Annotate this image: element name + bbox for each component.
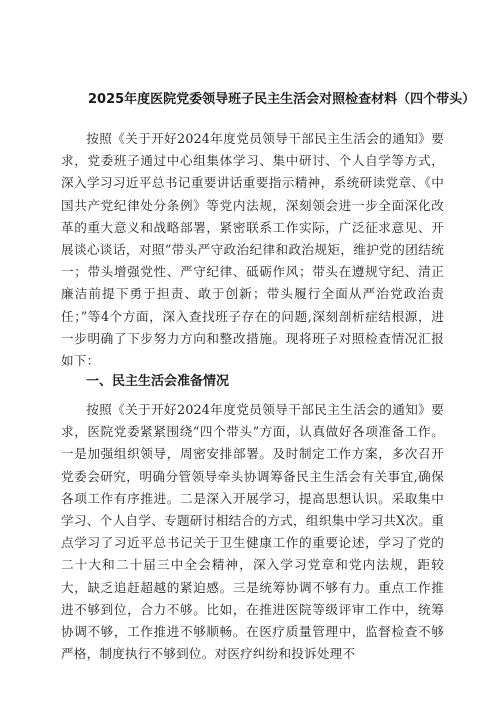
section-heading-preparation: 一、民主生活会准备情况 [86, 374, 230, 389]
document-title: 2025年度医院党委领导班子民主生活会对照检查材料（四个带头） [88, 92, 476, 107]
intro-paragraph: 按照《关于开好2024年度党员领导干部民主生活会的通知》要求，党委班子通过中心组集体学习、集中研讨、个人自学等方式，深入学习习近平总书记重要讲话重要指示精神，系统研读党章、《中国共产党纪律处分条例》等党内法规，深刻领会进一步全面深化改革的重大意义和战略部署，紧密联系工作实际，广泛征求意见、开展谈心谈话，对照“带头严守政治纪律和政治规矩，维护党的团结统一；带头增强党性、严守纪律、砥砺作风；带头在遵规守纪、清正廉洁前提下勇于担责、敢于创新；带头履行全面从严治党政治责任；”等4个方面，深入查找班子存在的问题,深刻剖析症结根源，进一步明确了下步努力方向和整改措施。现将班子对照检查情况汇报如下： [61, 131, 444, 369]
section-paragraph-preparation: 按照《关于开好2024年度党员领导干部民主生活会的通知》要求，医院党委紧紧围绕“四个带头”方面，认真做好各项准备工作。一是加强组织领导，周密安排部署。及时制定工作方案，多次召开党委会研究，明确分管领导牵头协调筹备民主生活会有关事宜,确保各项工作有序推进。二是深入开展学习，提高思想认识。采取集中学习、个人自学、专题研讨相结合的方式，组织集中学习共X次。重点学习了习近平总书记关于卫生健康工作的重要论述，学习了党的二十大和二十届三中全会精神，深入学习党章和党内法规，距较大，缺乏追赶超越的紧迫感。三是统筹协调不够有力。重点工作推进不够到位，合力不够。比如，在推进医院等级评审工作中，统筹协调不够，工作推进不够顺畅。在医疗质量管理中，监督检查不够严格，制度执行不够到位。对医疗纠纷和投诉处理不 [61, 402, 444, 662]
